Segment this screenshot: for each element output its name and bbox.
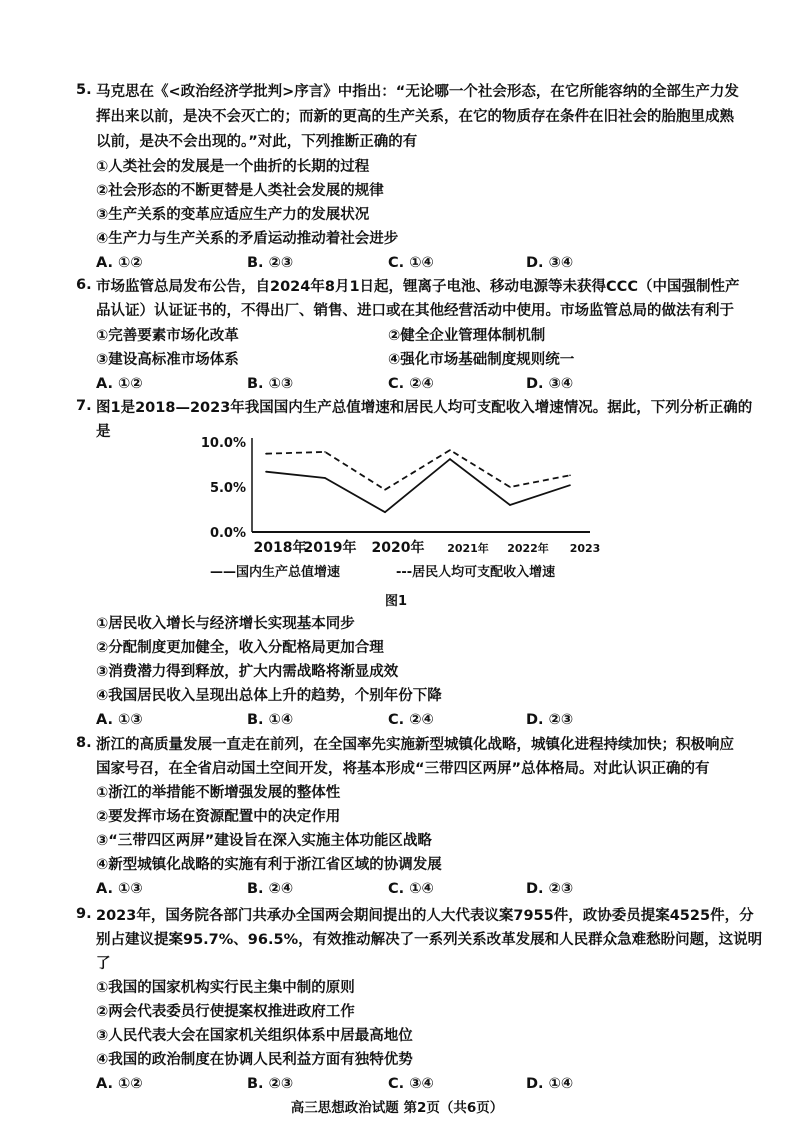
question-stem-line: 浙江的高质量发展一直走在前列，在全国率先实施新型城镇化战略，城镇化进程持续加快；积极响应 [96,737,734,753]
choice-a[interactable]: A. ①② [96,255,143,271]
y-tick-label: 10.0% [200,436,246,451]
statement-item: ②健全企业管理体制机制 [388,328,546,344]
data-point [449,449,451,451]
question-number: 6. [76,277,92,293]
question-stem-line: 马克思在《<政治经济学批判>序言》中指出：“无论哪一个社会形态，在它所能容纳的全部生产力发 [96,84,739,100]
y-tick-label: 0.0% [209,526,246,541]
choice-d[interactable]: D. ②③ [526,712,574,728]
legend-item-income: ---居民人均可支配收入增速 [396,565,556,580]
question-stem-line: 国家号召，在全省启动国土空间开发，将基本形成“三带四区两屏”总体格局。对此认识正确的有 [96,761,710,777]
data-point [569,484,571,486]
choice-b[interactable]: B. ②③ [247,255,294,271]
statement-item: ②分配制度更加健全，收入分配格局更加合理 [96,640,384,656]
x-tick-label: 2019年 [303,540,357,556]
statement-item: ③生产关系的变革应适应生产力的发展状况 [96,207,370,223]
data-point [265,471,267,473]
choice-d[interactable]: D. ③④ [526,255,574,271]
statement-item: ①完善要素市场化改革 [96,328,239,344]
choice-d[interactable]: D. ②③ [526,881,574,897]
data-point [324,451,326,453]
gdp-growth-line [266,459,570,512]
question-stem-line: 别占建议提案95.7%、96.5%，有效推动解决了一系列关系改革发展和人民群众急难愁盼问题，这说明 [96,932,763,948]
statement-item: ④我国居民收入呈现出总体上升的趋势，个别年份下降 [96,688,442,704]
question-stem-line: 品认证）认证证书的，不得出厂、销售、进口或在其他经营活动中使用。市场监管总局的做法有利于 [96,303,734,319]
data-point [509,504,511,506]
choice-b[interactable]: B. ①④ [247,712,294,728]
statement-item: ②要发挥市场在资源配置中的决定作用 [96,809,341,825]
x-tick-label: 2018年 [253,540,307,556]
legend-item-gdp: ——国内生产总值增速 [210,565,341,580]
statement-item: ①我国的国家机构实行民主集中制的原则 [96,980,355,996]
statement-item: ④生产力与生产关系的矛盾运动推动着社会进步 [96,231,399,247]
data-point [509,486,511,488]
statement-item: ④我国的政治制度在协调人民利益方面有独特优势 [96,1052,413,1068]
choice-c[interactable]: C. ③④ [388,1076,434,1092]
statement-item: ③消费潜力得到释放，扩大内需战略将渐显成效 [96,664,399,680]
question-number: 7. [76,398,92,414]
question-stem-line: 图1是2018—2023年我国国内生产总值增速和居民人均可支配收入增速情况。据此，下列分析正确的 [96,400,753,416]
choice-b[interactable]: B. ②④ [247,881,294,897]
choice-b[interactable]: B. ②③ [247,1076,294,1092]
page-footer: 高三思想政治试题 第2页（共6页） [290,1100,504,1116]
choice-a[interactable]: A. ①② [96,1076,143,1092]
x-tick-label: 2021年 [447,542,489,555]
question-number: 9. [76,906,92,922]
data-point [449,458,451,460]
data-point [265,453,267,455]
choice-c[interactable]: C. ②④ [388,376,434,392]
statement-item: ③建设高标准市场体系 [96,352,239,368]
statement-item: ①人类社会的发展是一个曲折的长期的过程 [96,159,370,175]
choice-d[interactable]: D. ③④ [526,376,574,392]
data-point [384,489,386,491]
question-number: 8. [76,735,92,751]
choice-c[interactable]: C. ②④ [388,712,434,728]
x-tick-label: 2022年 [507,542,549,555]
line-chart [200,432,600,582]
choice-c[interactable]: C. ①④ [388,255,434,271]
statement-item: ④新型城镇化战略的实施有利于浙江省区域的协调发展 [96,857,442,873]
choice-a[interactable]: A. ①③ [96,712,143,728]
statement-item: ③“三带四区两屏”建设旨在深入实施主体功能区战略 [96,833,432,849]
y-tick-label: 5.0% [209,481,246,496]
question-stem-line: 挥出来以前，是决不会灭亡的；而新的更高的生产关系，在它的物质存在条件在旧社会的胎胞里成熟 [96,109,734,125]
statement-item: ③人民代表大会在国家机关组织体系中居最高地位 [96,1028,413,1044]
statement-item: ②两会代表委员行使提案权推进政府工作 [96,1004,355,1020]
statement-item: ①浙江的举措能不断增强发展的整体性 [96,785,341,801]
question-stem-line: 市场监管总局发布公告，自2024年8月1日起，锂离子电池、移动电源等未获得CCC（中国强制性产 [96,279,740,295]
question-stem-line: 2023年，国务院各部门共承办全国两会期间提出的人大代表议案7955件，政协委员提案4525件，分 [96,908,754,924]
choice-d[interactable]: D. ①④ [526,1076,574,1092]
choice-c[interactable]: C. ①④ [388,881,434,897]
data-point [569,475,571,477]
choice-a[interactable]: A. ①③ [96,881,143,897]
question-stem-line: 是 [96,424,111,440]
statement-item: ④强化市场基础制度规则统一 [388,352,575,368]
statement-item: ②社会形态的不断更替是人类社会发展的规律 [96,183,384,199]
figure-1-chart [200,432,600,582]
question-number: 5. [76,82,92,98]
choice-b[interactable]: B. ①③ [247,376,294,392]
data-point [324,477,326,479]
income-growth-line [266,450,570,490]
data-point [384,511,386,513]
question-stem-line: 以前，是决不会出现的。”对此，下列推断正确的有 [96,134,418,150]
x-tick-label: 2023 [569,542,600,555]
statement-item: ①居民收入增长与经济增长实现基本同步 [96,616,355,632]
question-stem-line: 了 [96,956,111,972]
figure-caption: 图1 [385,594,408,609]
x-tick-label: 2020年 [371,540,425,556]
choice-a[interactable]: A. ①② [96,376,143,392]
